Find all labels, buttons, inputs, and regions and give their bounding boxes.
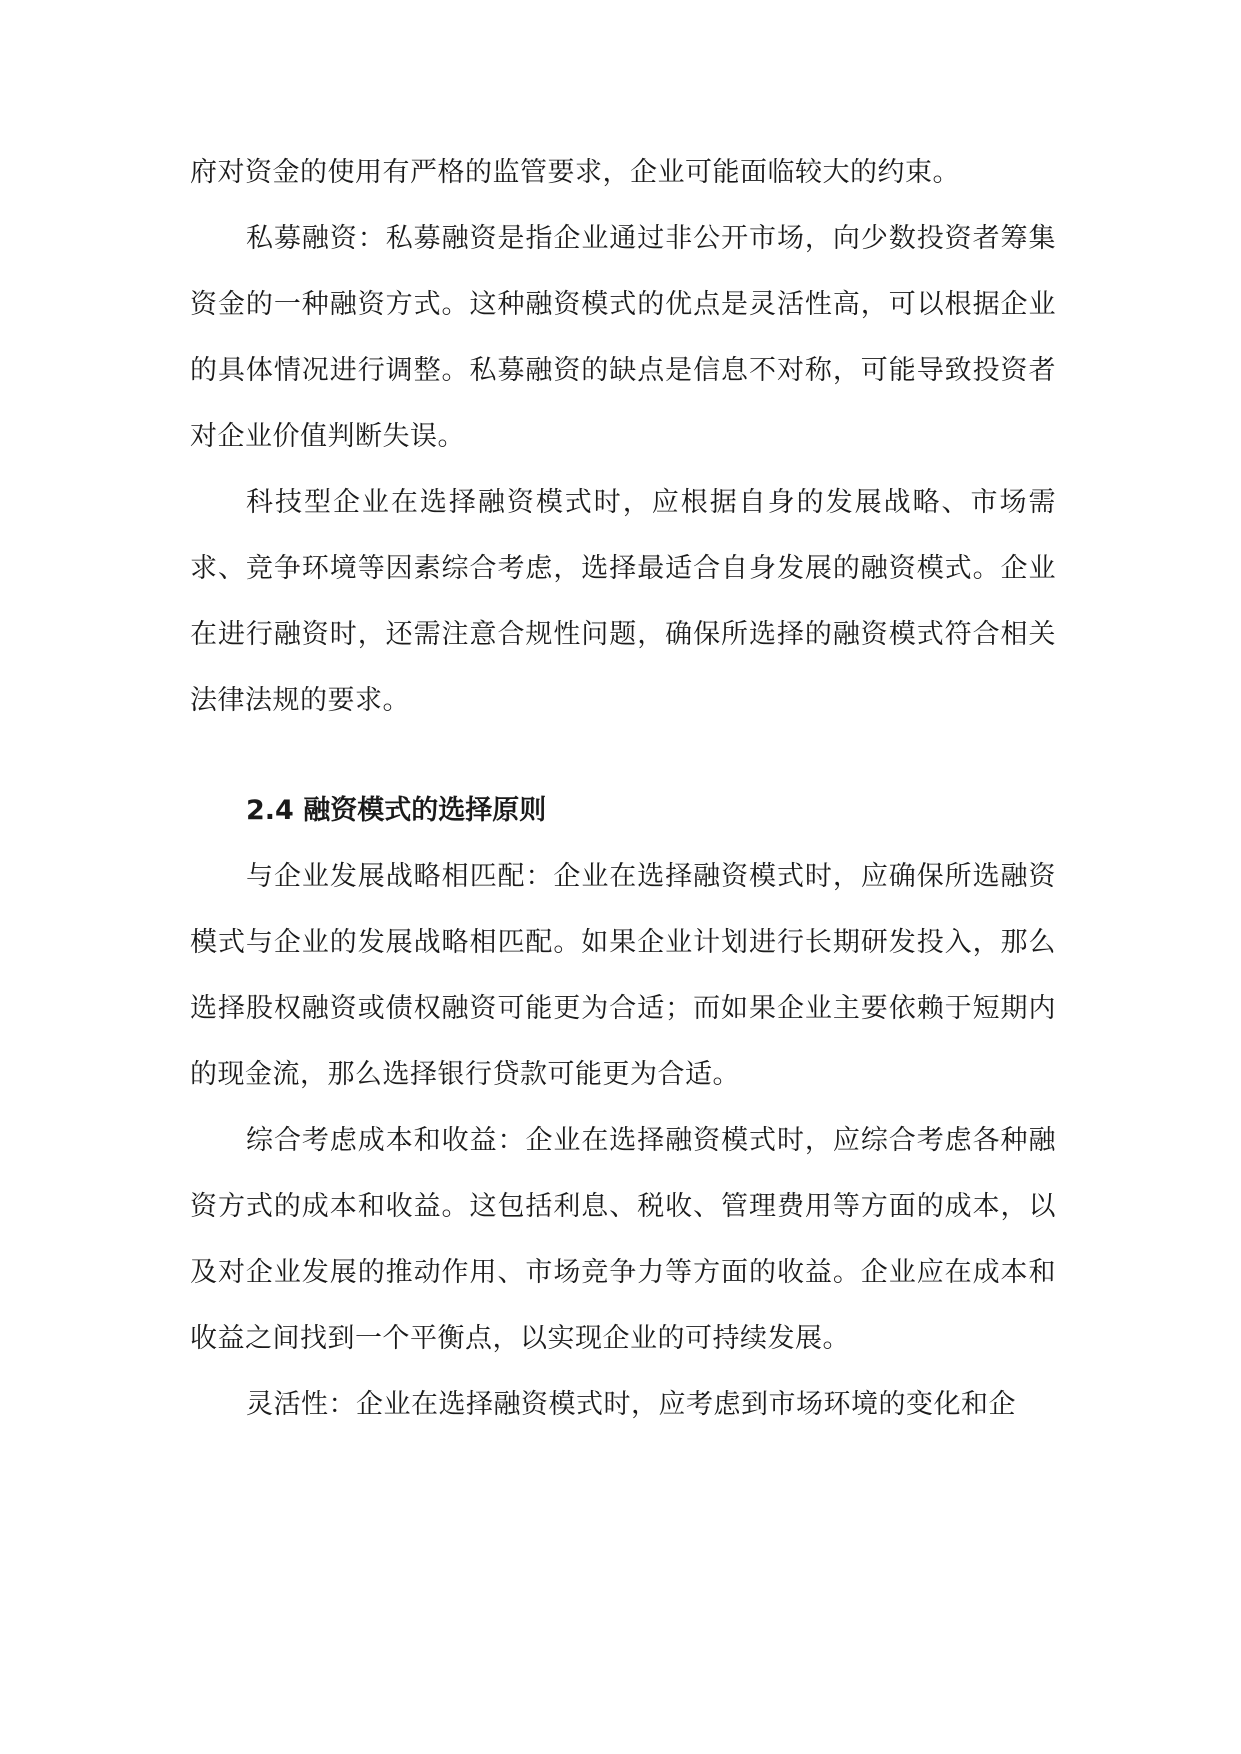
paragraph-tech-enterprise: 科技型企业在选择融资模式时，应根据自身的发展战略、市场需求、竞争环境等因素综合考虑，选择最适合自身发展的融资模式。企业在进行融资时，还需注意合规性问题，确保所选择的融资模式符合相关法律法规的要求。 bbox=[190, 487, 1056, 716]
paragraph-continuation: 府对资金的使用有严格的监管要求，企业可能面临较大的约束。 bbox=[190, 157, 960, 188]
paragraph-strategy-match: 与企业发展战略相匹配：企业在选择融资模式时，应确保所选融资模式与企业的发展战略相匹配。如果企业计划进行长期研发投入，那么选择股权融资或债权融资可能更为合适；而如果企业主要依赖于短期内的现金流，那么选择银行贷款可能更为合适。 bbox=[190, 861, 1056, 1090]
paragraph-cost-benefit: 综合考虑成本和收益：企业在选择融资模式时，应综合考虑各种融资方式的成本和收益。这包括利息、税收、管理费用等方面的成本，以及对企业发展的推动作用、市场竞争力等方面的收益。企业应在成本和收益之间找到一个平衡点，以实现企业的可持续发展。 bbox=[190, 1125, 1056, 1354]
section-spacer bbox=[190, 734, 1056, 778]
document-page bbox=[190, 140, 1056, 1438]
paragraph-flexibility: 灵活性：企业在选择融资模式时，应考虑到市场环境的变化和企 bbox=[246, 1389, 1016, 1420]
section-heading: 2.4 融资模式的选择原则 bbox=[246, 795, 547, 826]
paragraph-private-financing: 私募融资：私募融资是指企业通过非公开市场，向少数投资者筹集资金的一种融资方式。这种融资模式的优点是灵活性高，可以根据企业的具体情况进行调整。私募融资的缺点是信息不对称，可能导致投资者对企业价值判断失误。 bbox=[190, 223, 1056, 452]
